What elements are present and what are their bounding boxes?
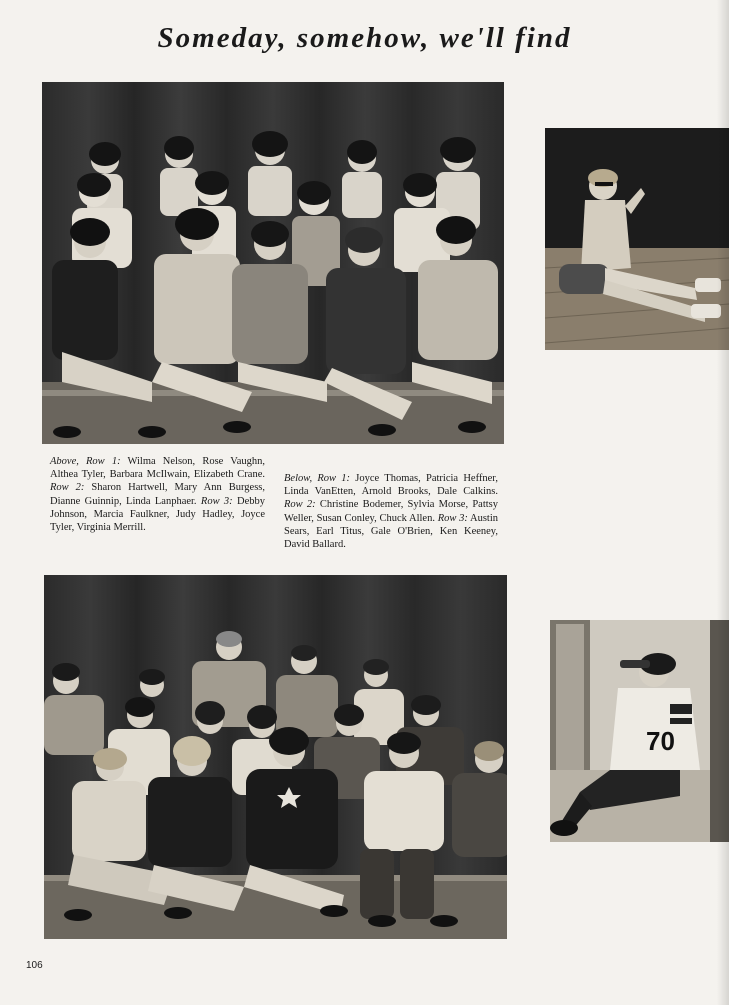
bottom-group-photo-image	[44, 575, 507, 939]
caption-below-row1: Joyce Thomas, Patricia Heffner, Linda VanEtten, Arnold Brooks, Dale Calkins.	[284, 473, 498, 498]
bottom-group-photo	[44, 575, 507, 939]
caption-above-row2-label: Row 2:	[50, 482, 85, 494]
page-edge-shadow	[717, 0, 729, 1005]
side-photo-top	[545, 128, 729, 350]
page-number: 106	[26, 960, 43, 971]
boy-drinking-photo-image	[550, 620, 729, 842]
caption-above-lead: Above, Row 1:	[50, 456, 121, 467]
boy-sitting-photo-image	[545, 128, 729, 350]
side-photo-bottom	[550, 620, 729, 842]
caption-above	[50, 455, 265, 534]
caption-below-lead: Below, Row 1:	[284, 473, 351, 484]
top-group-photo	[42, 82, 504, 444]
jersey-number: 70	[646, 726, 675, 756]
caption-above-row2: Sharon Hartwell, Mary Ann Burgess, Dianne Guinnip, Linda Lanphaer.	[50, 482, 265, 507]
caption-above-row3: Debby Johnson, Marcia Faulkner, Judy Hadley, Joyce Tyler, Virginia Merrill.	[50, 495, 266, 534]
top-group-photo-image	[42, 82, 504, 444]
caption-below-row2-label: Row 2:	[284, 499, 316, 511]
caption-below-row2: Christine Bodemer, Sylvia Morse, Pattsy Weller, Susan Conley, Chuck Allen.	[284, 499, 498, 524]
caption-above-row1: Wilma Nelson, Rose Vaughn, Althea Tyler, Barbara McIlwain, Elizabeth Crane.	[50, 456, 265, 481]
caption-below-row3-label: Row 3:	[437, 512, 468, 524]
caption-below-row3: Austin Sears, Earl Titus, Gale O'Brien, Ken Keeney, David Ballard.	[284, 512, 498, 551]
caption-below	[284, 472, 498, 551]
page-title: Someday, somehow, we'll find	[157, 22, 572, 54]
caption-above-row3-label: Row 3:	[200, 495, 233, 507]
